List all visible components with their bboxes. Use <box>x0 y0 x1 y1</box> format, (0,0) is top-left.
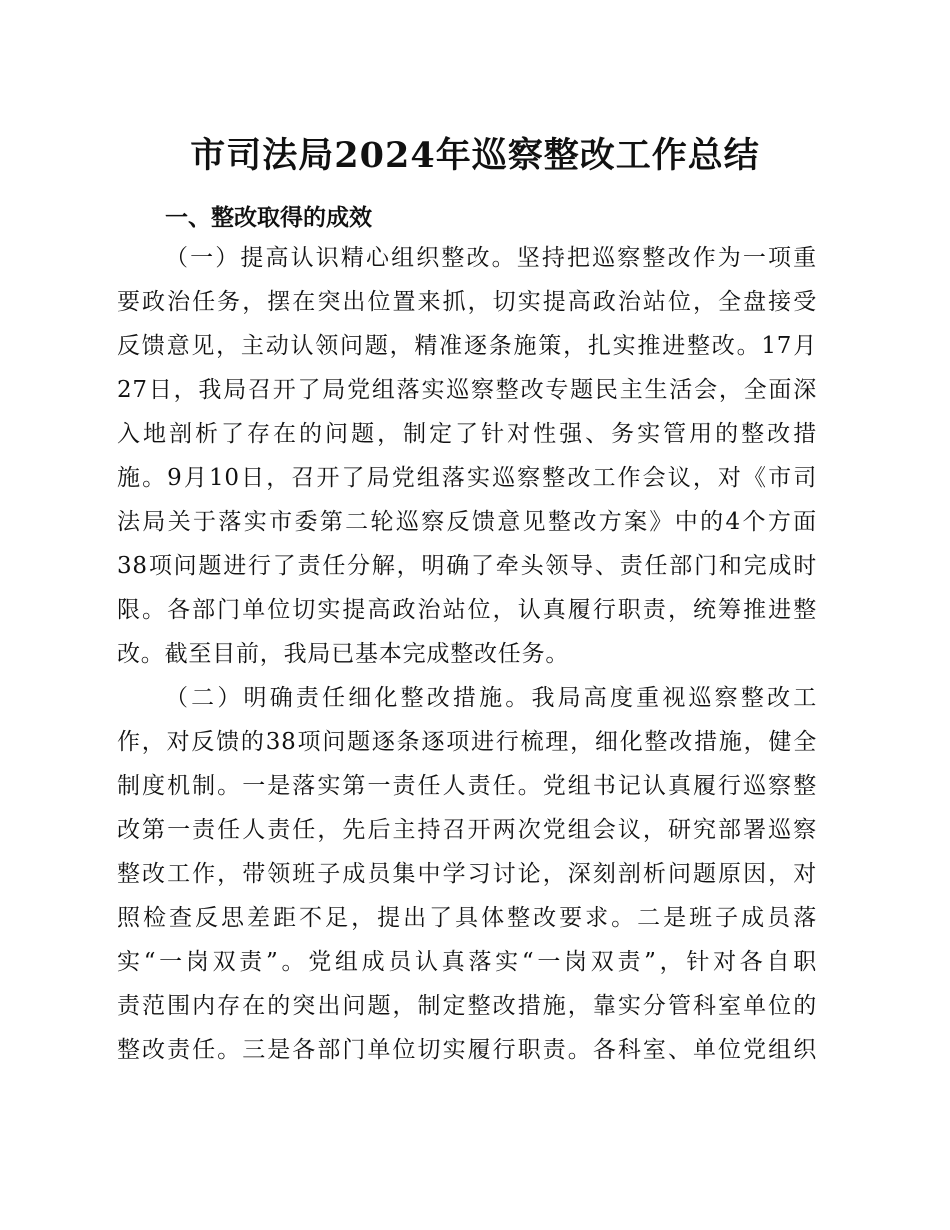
paragraph-line: 入地剖析了存在的问题，制定了针对性强、务实管用的整改措 <box>117 421 817 447</box>
paragraph-line: 限。各部门单位切实提高政治站位，认真履行职责，统筹推进整 <box>117 597 817 623</box>
paragraph-line: 施。9月10日，召开了局党组落实巡察整改工作会议，对《市司 <box>117 465 817 491</box>
paragraph-line: 实“一岗双责”。党组成员认真落实“一岗双责”，针对各自职 <box>117 949 817 975</box>
paragraph-line: 法局关于落实市委第二轮巡察反馈意见整改方案》中的4个方面 <box>117 509 817 535</box>
paragraph-line: 作，对反馈的38项问题逐条逐项进行梳理，细化整改措施，健全 <box>117 729 817 755</box>
paragraph-line: （一）提高认识精心组织整改。坚持把巡察整改作为一项重 <box>165 245 817 271</box>
paragraph-line: （二）明确责任细化整改措施。我局高度重视巡察整改工 <box>165 685 817 711</box>
paragraph-line: 27日，我局召开了局党组落实巡察整改专题民主生活会，全面深 <box>117 377 817 403</box>
paragraph-line: 制度机制。一是落实第一责任人责任。党组书记认真履行巡察整 <box>117 773 817 799</box>
paragraph-line: 整改责任。三是各部门单位切实履行职责。各科室、单位党组织 <box>117 1037 817 1063</box>
paragraph-line: 改第一责任人责任，先后主持召开两次党组会议，研究部署巡察 <box>117 817 817 843</box>
paragraph-line: 要政治任务，摆在突出位置来抓，切实提高政治站位，全盘接受 <box>117 289 817 315</box>
paragraph-line: 整改工作，带领班子成员集中学习讨论，深刻剖析问题原因，对 <box>117 861 817 887</box>
document-title: 市司法局2024年巡察整改工作总结 <box>190 135 760 176</box>
section-heading: 一、整改取得的成效 <box>165 205 372 231</box>
paragraph-line: 责范围内存在的突出问题，制定整改措施，靠实分管科室单位的 <box>117 993 817 1019</box>
paragraph-line: 38项问题进行了责任分解，明确了牵头领导、责任部门和完成时 <box>117 553 817 579</box>
paragraph-line: 照检查反思差距不足，提出了具体整改要求。二是班子成员落 <box>117 905 817 931</box>
paragraph-line: 改。截至目前，我局已基本完成整改任务。 <box>117 641 570 667</box>
paragraph-line: 反馈意见，主动认领问题，精准逐条施策，扎实推进整改。17月 <box>117 333 817 359</box>
